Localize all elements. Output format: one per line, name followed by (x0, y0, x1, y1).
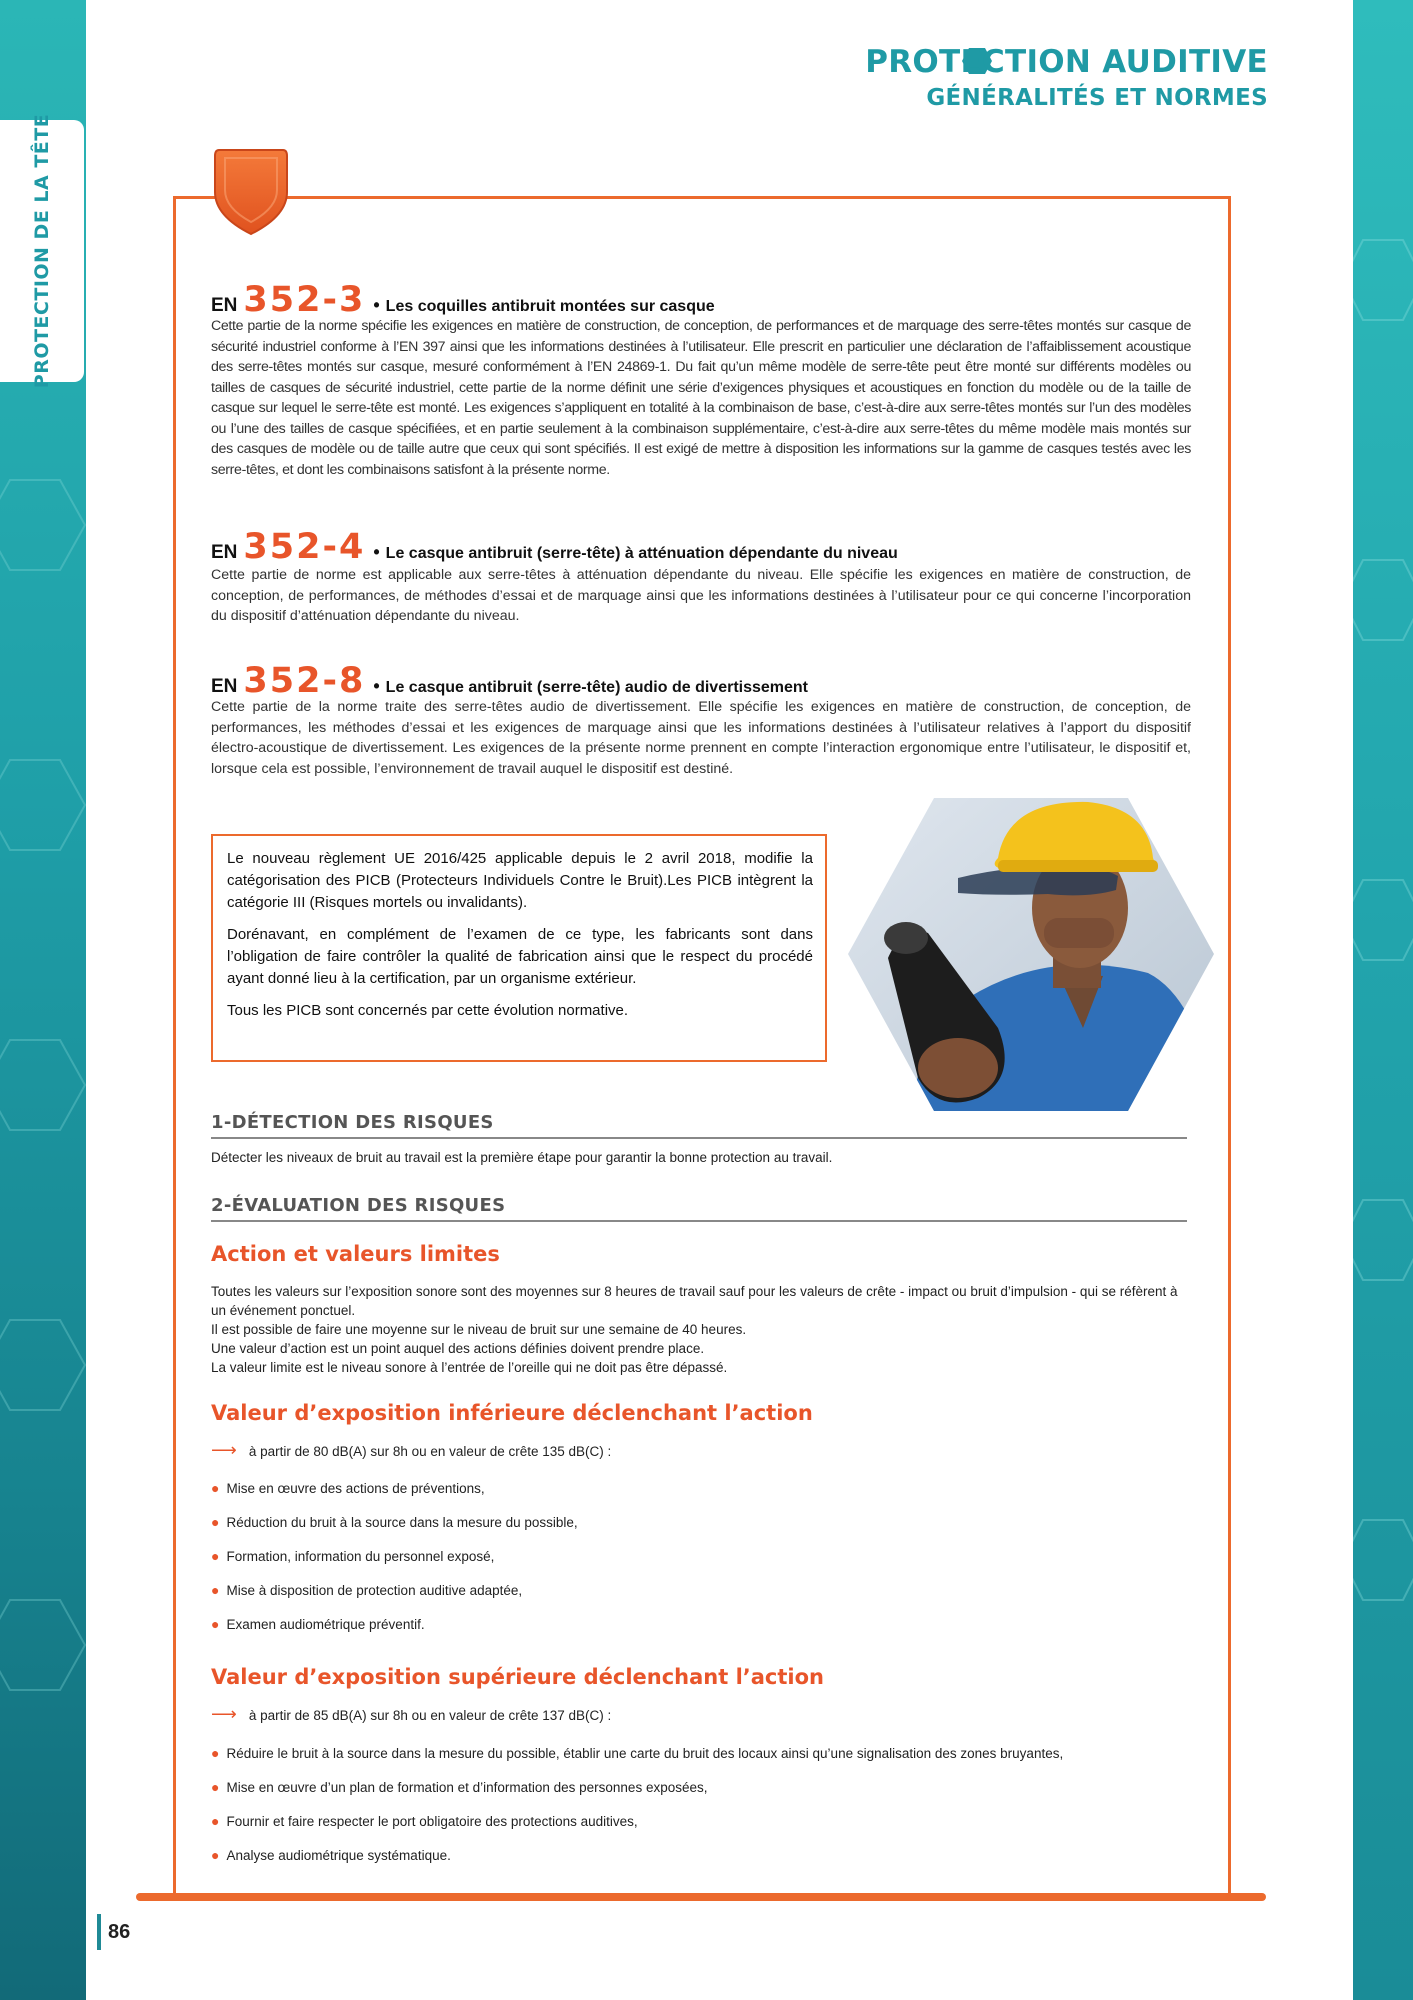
action-limits-text (211, 1282, 1191, 1377)
standard-352-8-heading (211, 661, 808, 701)
standard-352-4-text: Cette partie de norme est applicable aux serre-têtes à atténuation dépendante du niveau. Elle spécifie les exigences en matière de construction, de conception, de performances, de méthodes d’essai et de marquage ainsi que les informations destinées à l’utilisateur pour ce qui concerne l’incorporation du dispositif d’atténuation dépendante du niveau. (211, 567, 1191, 624)
list-item: ● Mise en œuvre des actions de préventions, (211, 1480, 485, 1496)
standard-title: • Les coquilles antibruit montées sur casque (373, 295, 714, 316)
note-paragraph: Le nouveau règlement UE 2016/425 applicable depuis le 2 avril 2018, modifie la catégorisation des PICB (Protecteurs Individuels Contre le Bruit).Les PICB intègrent la catégorie III (Risques mortels ou invalidants). (227, 850, 813, 911)
standard-number: 352-4 (243, 527, 366, 567)
bullet-icon: ● (211, 1779, 220, 1795)
upper-threshold (211, 1704, 611, 1725)
bullet-icon: ● (211, 1582, 220, 1598)
list-item: ● Analyse audiométrique systématique. (211, 1847, 451, 1863)
shield-icon (213, 146, 289, 236)
side-section-label: PROTECTION DE LA TÊTE (31, 113, 53, 389)
list-item: ● Mise en œuvre d’un plan de formation et d’information des personnes exposées, (211, 1779, 708, 1795)
bullet-icon: ● (211, 1745, 220, 1761)
list-item: ● Réduire le bruit à la source dans la mesure du possible, établir une carte du bruit des locaux ainsi qu’une signalisation des zones bruyantes, (211, 1745, 1064, 1761)
note-paragraph: Tous les PICB sont concernés par cette évolution normative. (227, 1002, 629, 1019)
hexagon-pattern-right (1353, 0, 1413, 2000)
note-paragraph: Dorénavant, en complément de l’examen de ce type, les fabricants sont dans l’obligation de faire contrôler la qualité de fabrication ainsi que le respect du procédé ayant donné lieu à la certification, par un organisme extérieur. (227, 926, 813, 987)
standard-title: • Le casque antibruit (serre-tête) audio de divertissement (373, 676, 808, 697)
standard-352-3-text: Cette partie de la norme spécifie les exigences en matière de construction, de conception, de performances et de marquage des serre-têtes montés sur casque de sécurité industriel conforme à l’EN 397 ainsi que les informations destinées à l’utilisateur. Elle prescrit en particulier une déclaration de l’affaiblissement acoustique des serre-têtes montés sur casque, mesuré conformément à l’EN 24869-1. Du fait qu’un même modèle de serre-tête peut être monté sur différents modèles ou tailles de casques de sécurité industriel, cette partie de la norme définit une série d’exigences physiques et acoustiques en fonction du modèle ou de la taille de casque sur lequel le serre-tête est monté. Les exigences s’appliquent en totalité à la combinaison de base, c’est-à-dire aux serre-têtes montés sur l’un des modèles ou l’une des tailles de casque spécifiées, et en partie seulement à la combinaison supplémentaire, c’est-à-dire aux serre-têtes du même modèle mais montés sur des casques de modèle ou de taille autre que ceux qui sont spécifiés. Il est exigé de mettre à disposition les informations sur la gamme de casques testés avec les serre-têtes, et dont les combinaisons satisfont à la présente norme. (211, 318, 1191, 478)
worker-sound-meter-photo (848, 798, 1214, 1111)
list-item: ● Formation, information du personnel exposé, (211, 1548, 495, 1564)
arrow-right-icon: ⟶ (211, 1440, 237, 1460)
action-line: Une valeur d’action est un point auquel des actions définies doivent prendre place. (211, 1341, 705, 1356)
bullet-icon: ● (211, 1480, 220, 1496)
list-item: ● Réduction du bruit à la source dans la mesure du possible, (211, 1514, 578, 1530)
bullet-icon: ● (211, 1616, 220, 1632)
action-limits-title: Action et valeurs limites (211, 1242, 500, 1266)
standard-number: 352-3 (243, 280, 366, 320)
list-item: ● Mise à disposition de protection auditive adaptée, (211, 1582, 523, 1598)
bullet-icon: ● (211, 1813, 220, 1829)
regulation-note-box (211, 834, 827, 1062)
action-line: Toutes les valeurs sur l’exposition sonore sont des moyennes sur 8 heures de travail sauf pour les valeurs de crête - impact ou bruit d’impulsion - qui se réfèrent à un événement ponctuel. (211, 1284, 1178, 1318)
upper-threshold-text: à partir de 85 dB(A) sur 8h ou en valeur de crête 137 dB(C) : (248, 1708, 612, 1723)
standard-prefix: EN (211, 542, 238, 563)
action-line: La valeur limite est le niveau sonore à l’entrée de l’oreille qui ne doit pas être dépassé. (211, 1360, 728, 1375)
frame-bottom-bar (136, 1893, 1266, 1901)
bullet-icon: ● (211, 1514, 220, 1530)
upper-exposure-title: Valeur d’exposition supérieure déclenchant l’action (211, 1665, 824, 1689)
standard-352-8-text: Cette partie de la norme traite des serre-têtes audio de divertissement. Elle spécifie les exigences en matière de construction, de conception, de performances, les méthodes d’essai et les exigences de marquage ainsi que les informations destinées à l’utilisateur relatives à l’apport du dispositif électro-acoustique de divertissement. Les exigences de la présente norme prennent en compte l’interaction ergonomique entre l’utilisateur, le dispositif et, lorsque cela est possible, l’environnement de travail auquel le dispositif est destiné. (211, 699, 1191, 777)
standard-prefix: EN (211, 295, 238, 316)
page-subtitle: GÉNÉRALITÉS ET NORMES (926, 85, 1268, 111)
list-item: ● Examen audiométrique préventif. (211, 1616, 425, 1632)
lower-actions-list (211, 1480, 578, 1650)
upper-actions-list (211, 1745, 1063, 1881)
bullet-icon: ● (211, 1847, 220, 1863)
standard-title: • Le casque antibruit (serre-tête) à atténuation dépendante du niveau (373, 542, 897, 563)
lower-threshold-text: à partir de 80 dB(A) sur 8h ou en valeur de crête 135 dB(C) : (248, 1444, 612, 1459)
page-number: 86 (97, 1914, 130, 1950)
standard-number: 352-8 (243, 661, 366, 701)
bullet-icon: ● (211, 1548, 220, 1564)
list-item: ● Fournir et faire respecter le port obligatoire des protections auditives, (211, 1813, 638, 1829)
detection-heading: 1-DÉTECTION DES RISQUES (211, 1112, 1187, 1139)
page-title: PROTECTION AUDITIVE (865, 44, 1268, 80)
evaluation-heading: 2-ÉVALUATION DES RISQUES (211, 1195, 1187, 1222)
standard-352-4-heading (211, 527, 898, 567)
detection-text: Détecter les niveaux de bruit au travail est la première étape pour garantir la bonne protection au travail. (211, 1150, 833, 1165)
action-line: Il est possible de faire une moyenne sur le niveau de bruit sur une semaine de 40 heures. (211, 1322, 747, 1337)
standard-prefix: EN (211, 676, 238, 697)
lower-threshold (211, 1440, 611, 1461)
lower-exposure-title: Valeur d’exposition inférieure déclenchant l’action (211, 1401, 813, 1425)
standard-352-3-heading (211, 280, 715, 320)
arrow-right-icon: ⟶ (211, 1704, 237, 1724)
